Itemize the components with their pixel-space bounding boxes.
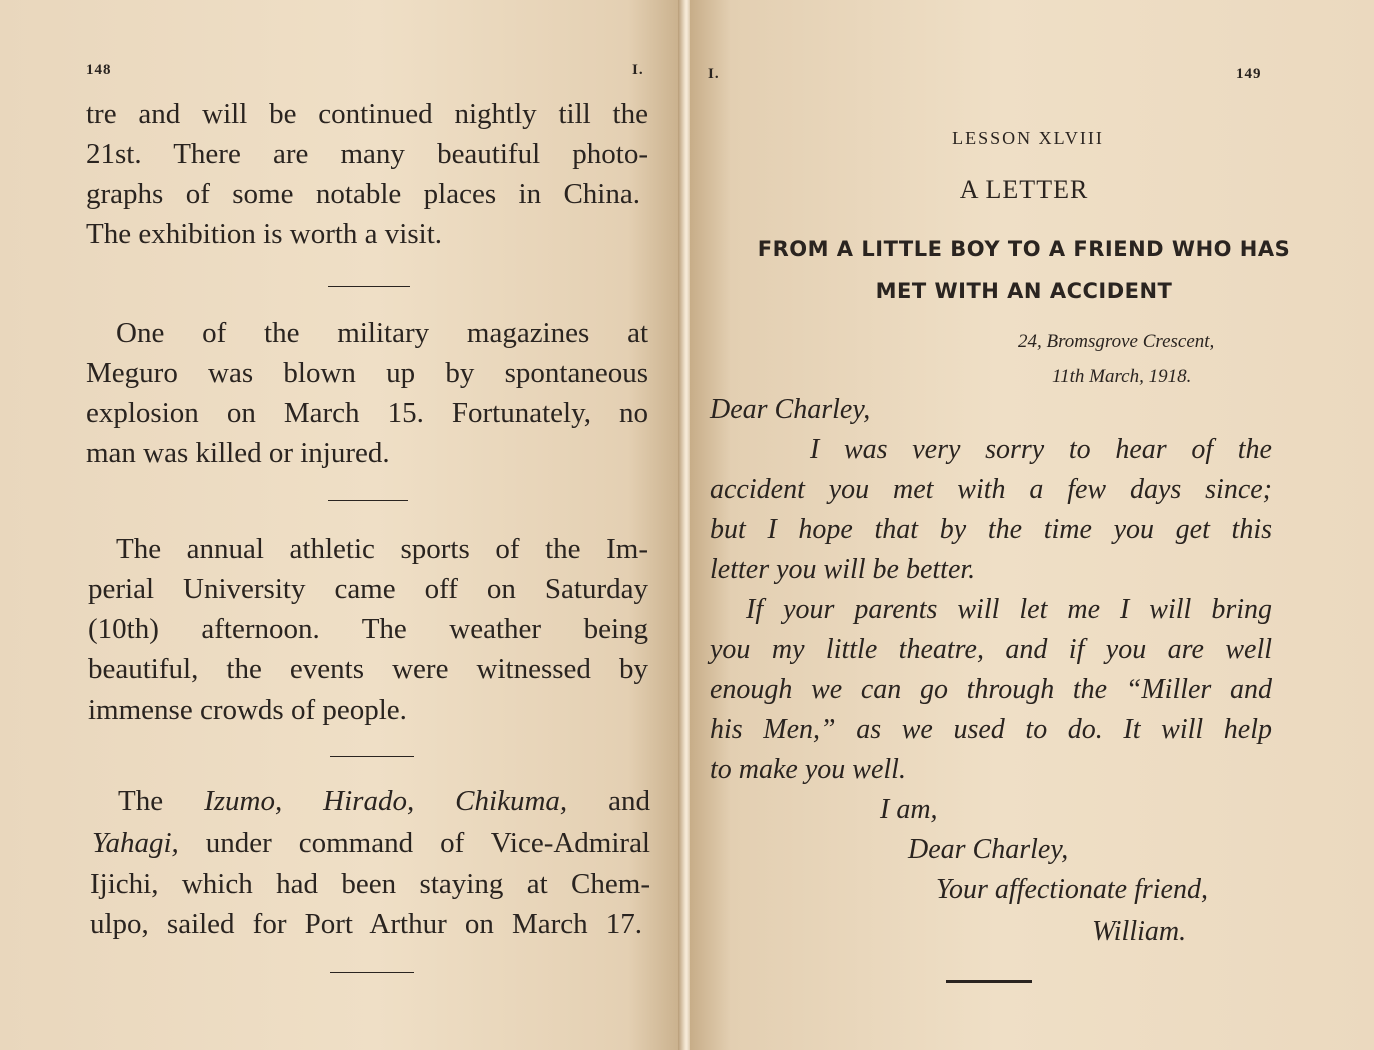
text-line: accident you met with a few days since; — [710, 474, 1272, 505]
running-head: I. — [632, 62, 644, 78]
page-number: 149 — [1236, 66, 1262, 82]
letter-address: 24, Bromsgrove Crescent, — [1018, 331, 1215, 352]
section-divider — [328, 500, 408, 501]
letter-closing: I am, — [880, 794, 938, 825]
ship-name: Yahagi, — [92, 827, 179, 859]
text-line: his Men,” as we used to do. It will help — [710, 714, 1272, 745]
text-line: to make you well. — [710, 754, 906, 785]
section-divider — [330, 972, 414, 973]
text-line: letter you will be better. — [710, 554, 976, 585]
text-line: The annual athletic sports of the Im- — [116, 533, 648, 565]
text-line: tre and will be continued nightly till the — [86, 98, 648, 130]
letter-date: 11th March, 1918. — [1052, 366, 1192, 387]
text-line: you my little theatre, and if you are well — [710, 634, 1272, 665]
section-divider — [328, 286, 410, 287]
page-number: 148 — [86, 62, 112, 78]
text-line: 21st. There are many beautiful photo- — [86, 138, 648, 170]
text-span: The — [118, 785, 205, 817]
text-line — [92, 823, 650, 863]
section-divider — [946, 980, 1032, 983]
text-line: ulpo, sailed for Port Arthur on March 17. — [90, 908, 642, 940]
text-line: immense crowds of people. — [88, 694, 407, 726]
text-line: I was very sorry to hear of the — [810, 434, 1272, 465]
text-line: If your parents will let me I will bring — [746, 594, 1272, 625]
running-head: I. — [708, 66, 720, 82]
letter-closing: Dear Charley, — [908, 834, 1069, 865]
text-line: explosion on March 15. Fortunately, no — [86, 397, 648, 429]
text-line: graphs of some notable places in China. — [86, 178, 640, 210]
text-line: (10th) afternoon. The weather being — [88, 613, 648, 645]
text-span: and — [567, 785, 651, 817]
letter-closing: Your affectionate friend, — [936, 874, 1208, 905]
text-span: under command of Vice-Admiral — [178, 827, 650, 859]
lesson-subtitle: MET WITH AN ACCIDENT — [875, 279, 1173, 303]
text-line — [118, 781, 650, 821]
text-line: but I hope that by the time you get this — [710, 514, 1272, 545]
text-line: enough we can go through the “Miller and — [710, 674, 1272, 705]
text-line: Meguro was blown up by spontaneous — [86, 357, 648, 389]
lesson-subtitle: FROM A LITTLE BOY TO A FRIEND WHO HAS — [757, 237, 1291, 261]
text-line: perial University came off on Saturday — [88, 573, 648, 605]
lesson-title: A LETTER — [959, 175, 1089, 204]
text-line: Ijichi, which had been staying at Chem- — [90, 868, 650, 900]
section-divider — [330, 756, 414, 757]
text-line: man was killed or injured. — [86, 437, 390, 469]
text-line: The exhibition is worth a visit. — [86, 218, 443, 250]
letter-signature: William. — [1092, 916, 1187, 947]
left-page — [0, 0, 682, 1050]
lesson-label: LESSON XLVIII — [952, 128, 1104, 148]
right-page — [690, 0, 1374, 1050]
text-line: One of the military magazines at — [116, 317, 648, 349]
letter-salutation: Dear Charley, — [710, 394, 871, 425]
ship-names: Izumo, Hirado, Chikuma, — [204, 785, 568, 817]
text-line: beautiful, the events were witnessed by — [88, 653, 648, 685]
